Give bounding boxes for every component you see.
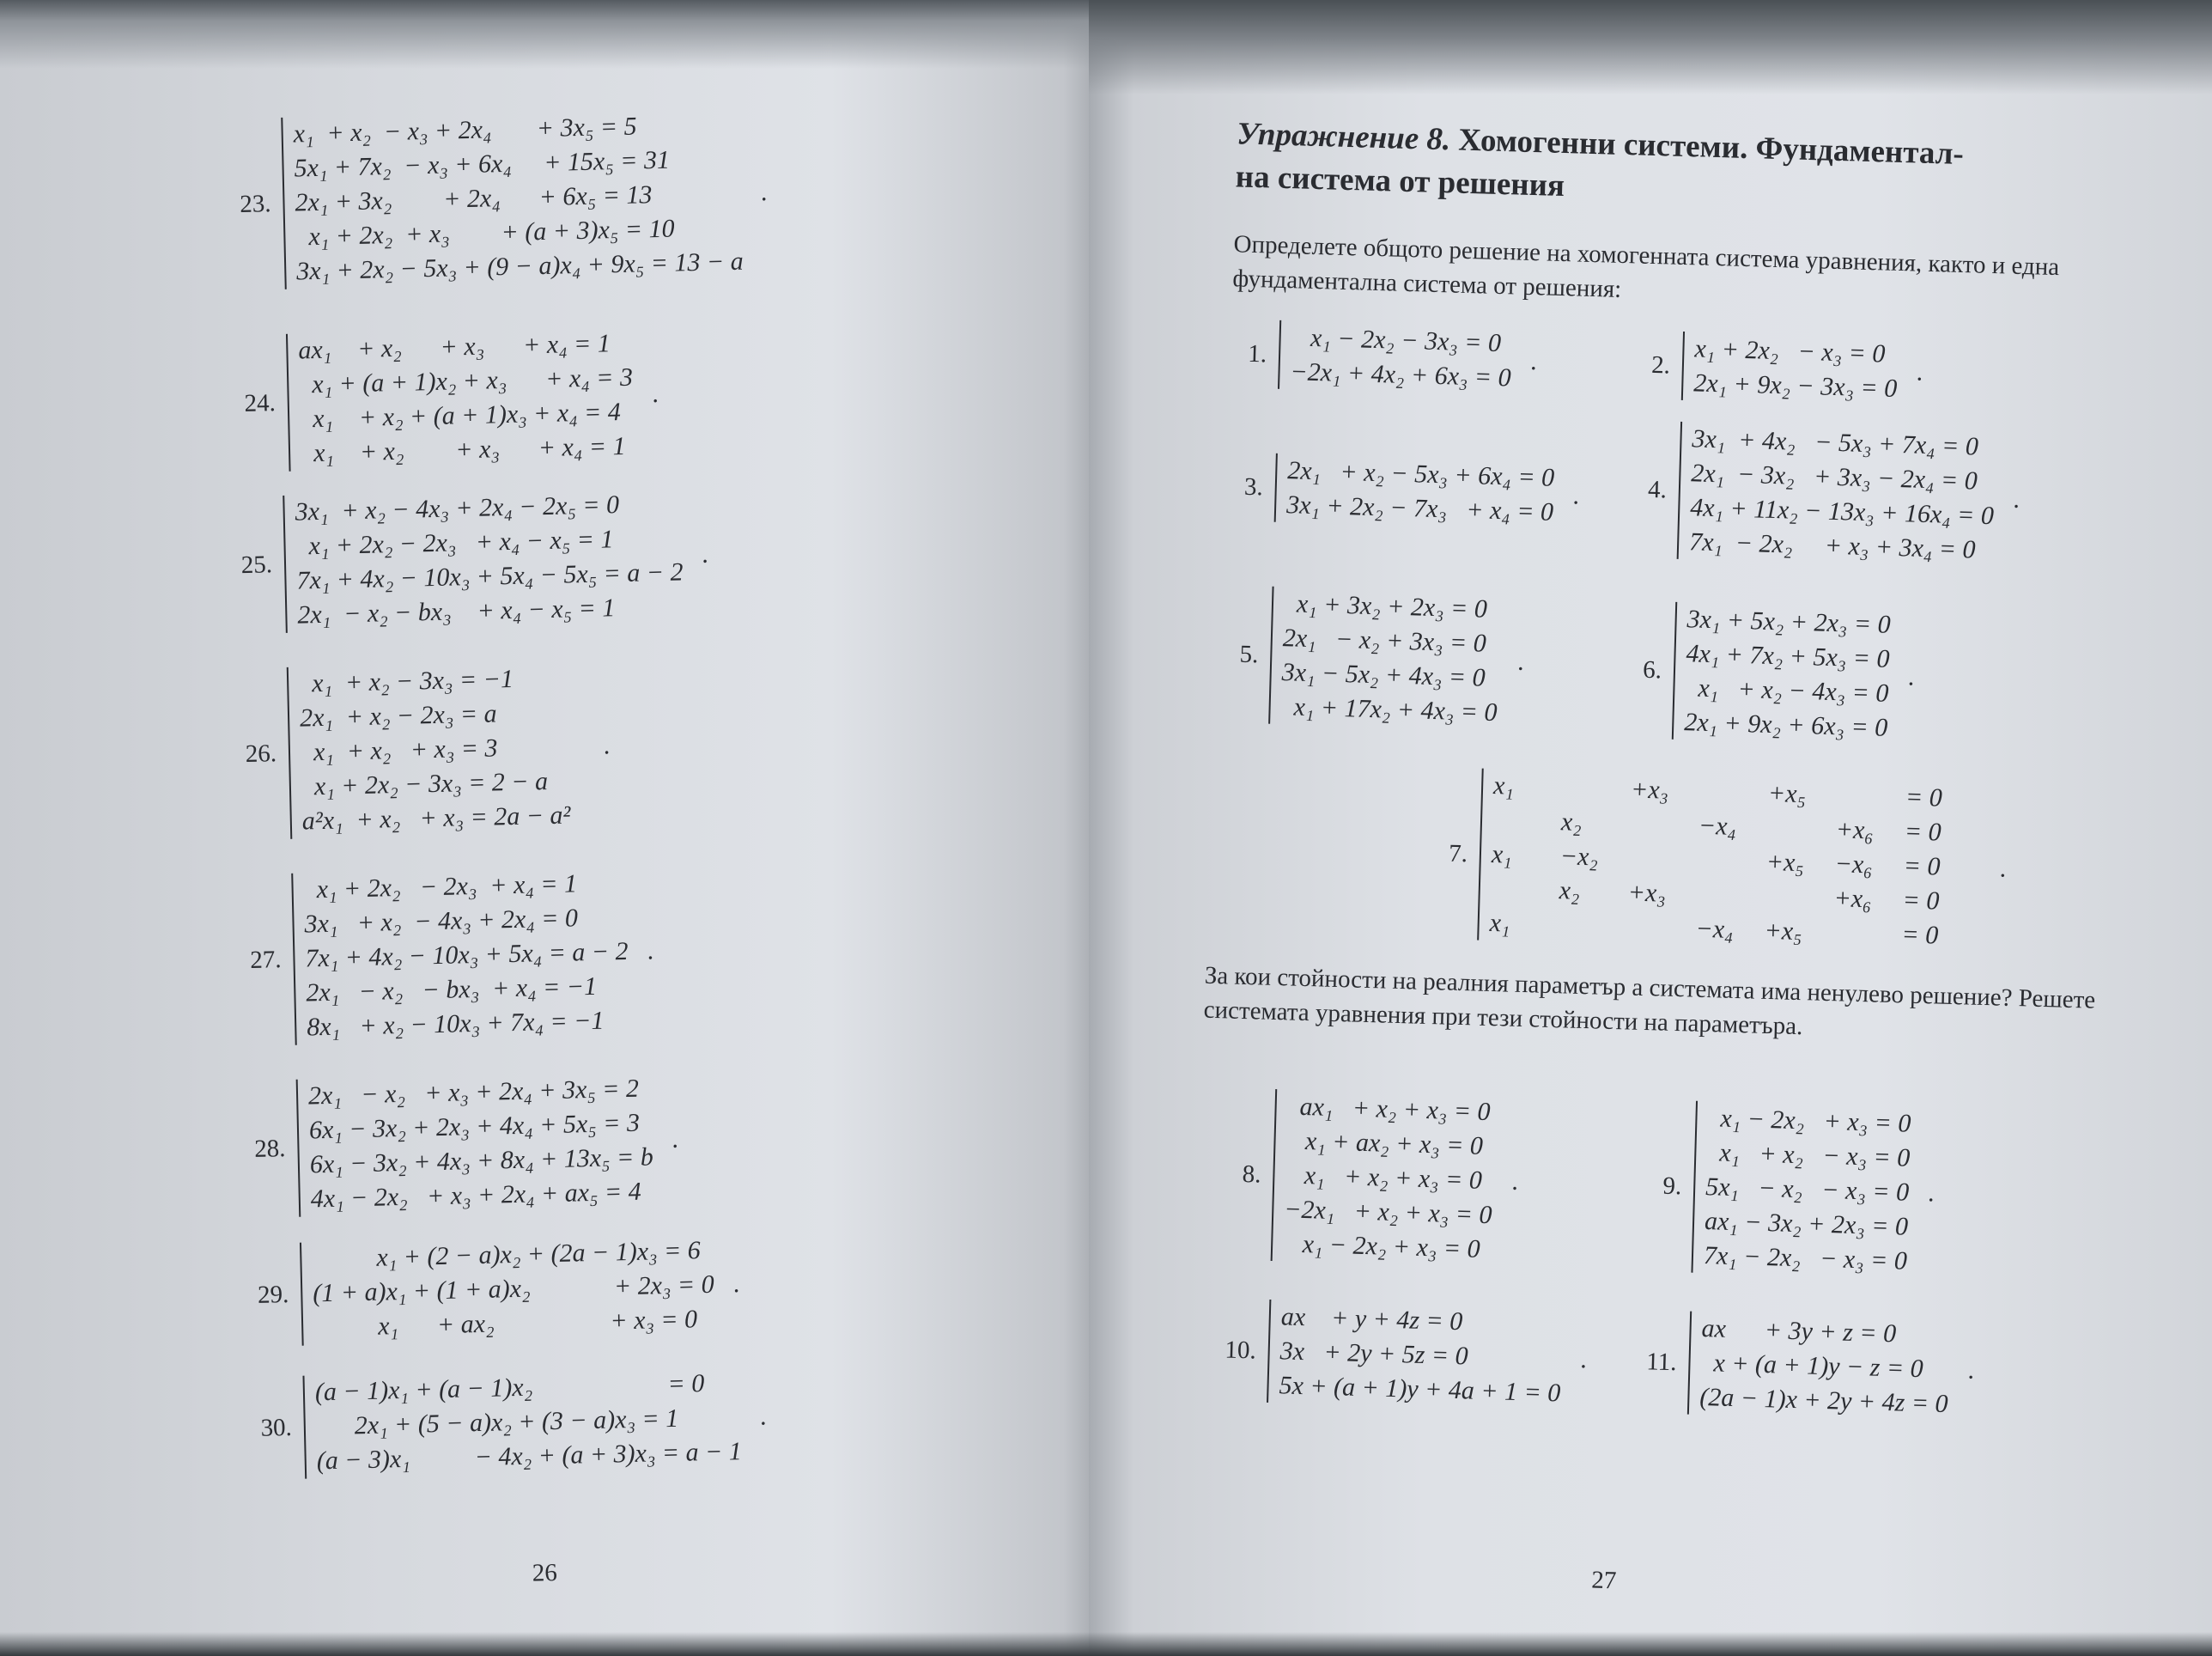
equation: −2x₁ + 4x₂ + 6x₃ = 0 bbox=[1290, 357, 1512, 393]
equation: x₁ + 2x₂ − 2x₃ + x₄ − x₅ = 1 bbox=[295, 525, 614, 561]
problem-5 bbox=[1203, 585, 1526, 731]
term: = 0 bbox=[1903, 851, 1941, 881]
equation: 2x₁ + 9x₂ + 6x₃ = 0 bbox=[1683, 708, 1888, 742]
system-terminator: . bbox=[651, 379, 659, 409]
equation: 2x₁ + x₂ − 5x₃ + 6x₄ = 0 bbox=[1286, 456, 1555, 492]
equation: 7x₁ + 4x₂ − 10x₃ + 5x₄ = a − 2 bbox=[305, 936, 629, 973]
system-terminator: . bbox=[1511, 1166, 1519, 1196]
problem-number: 28. bbox=[253, 1134, 286, 1163]
equation-system bbox=[1271, 1089, 1496, 1267]
term bbox=[1699, 775, 1769, 811]
equation: 2x₁ − x₂ + x₃ + 2x₄ + 3x₅ = 2 bbox=[307, 1074, 640, 1111]
term bbox=[1629, 807, 1698, 843]
problem-number: 25. bbox=[240, 550, 273, 579]
equation-system bbox=[1268, 587, 1500, 730]
term bbox=[1628, 841, 1698, 877]
equation: 2x₁ − x₂ − bx₃ + x₄ = −1 bbox=[305, 971, 598, 1008]
term: +x₅ bbox=[1767, 778, 1807, 809]
equation: 2x₁ + 9x₂ − 3x₃ = 0 bbox=[1692, 368, 1898, 403]
equation: (2a − 1)x + 2y + 4z = 0 bbox=[1698, 1382, 1949, 1419]
term bbox=[1626, 910, 1696, 946]
term bbox=[1696, 878, 1765, 914]
equation: 4x₁ + 7x₂ + 5x₃ = 0 bbox=[1686, 639, 1890, 673]
problem-23 bbox=[216, 107, 769, 290]
system-terminator: . bbox=[1927, 1178, 1936, 1208]
term bbox=[1492, 803, 1562, 839]
system-terminator: . bbox=[701, 539, 708, 569]
equation: x₁ + 3x₂ + 2x₃ = 0 bbox=[1283, 589, 1488, 624]
equation: (a − 3)x₁ − 4x₂ + (a + 3)x₃ = a − 1 bbox=[316, 1437, 743, 1476]
term bbox=[1490, 872, 1559, 908]
system-terminator: . bbox=[1529, 347, 1538, 376]
equation: (1 + a)x₁ + (1 + a)x₂ + 2x₃ = 0 bbox=[312, 1269, 714, 1308]
term: −x₆ bbox=[1834, 849, 1874, 880]
problem-26 bbox=[222, 660, 612, 840]
term bbox=[1558, 908, 1627, 944]
equation-system bbox=[286, 326, 635, 472]
equation-system bbox=[281, 107, 744, 289]
equation: x₁ + x₂ + x₃ = 0 bbox=[1284, 1160, 1483, 1195]
desk-shadow bbox=[0, 1632, 2212, 1656]
system-terminator: . bbox=[759, 1402, 767, 1431]
term: −x₄ bbox=[1698, 811, 1737, 841]
equation: 3x₁ + 2x₂ − 7x₃ + x₄ = 0 bbox=[1285, 490, 1554, 527]
problem-8 bbox=[1206, 1087, 1521, 1268]
system-terminator: . bbox=[732, 1269, 740, 1299]
term: = 0 bbox=[1901, 920, 1939, 950]
equation: ax + y + 4z = 0 bbox=[1280, 1302, 1463, 1336]
equation: x₁ + ax₂ + x₃ = 0 bbox=[313, 1305, 698, 1342]
equation: x₁ + ax₂ + x₃ = 0 bbox=[1285, 1126, 1484, 1160]
equation: x₁ + 2x₂ − 3x₃ = 2 − a bbox=[301, 767, 549, 801]
term: = 0 bbox=[1904, 817, 1942, 847]
equation: 2x₁ + x₂ − 2x₃ = a bbox=[299, 699, 497, 733]
problem-number: 3. bbox=[1243, 472, 1264, 501]
equation-system bbox=[1278, 320, 1512, 396]
equation: x₁ + x₂ − x₃ + 2x₄ + 3x₅ = 5 bbox=[293, 112, 637, 149]
equation: 5x₁ − x₂ − x₃ = 0 bbox=[1705, 1172, 1910, 1207]
equation: x₁ + 2x₂ − x₃ = 0 bbox=[1694, 334, 1886, 368]
equation: 3x₁ − 5x₂ + 4x₃ = 0 bbox=[1281, 658, 1486, 692]
term bbox=[1562, 770, 1632, 807]
equation: 8x₁ + x₂ − 10x₃ + 7x₄ = −1 bbox=[306, 1006, 605, 1042]
right-page bbox=[1089, 0, 2212, 1656]
intro-paragraph: Определете общото решение на хомогенната система уравнения, както и една фундаментална система от решения: bbox=[1232, 230, 2060, 303]
equation: 3x₁ + x₂ − 4x₃ + 2x₄ = 0 bbox=[304, 904, 579, 939]
system-terminator: . bbox=[647, 936, 654, 965]
problem-number: 2. bbox=[1650, 350, 1671, 380]
equation-system bbox=[1687, 1312, 1950, 1422]
right-page-content bbox=[1089, 0, 2212, 1656]
equation: 5x₁ + 7x₂ − x₃ + 6x₄ + 15x₅ = 31 bbox=[294, 145, 671, 183]
problem-number: 7. bbox=[1448, 839, 1468, 868]
equation: 5x + (a + 1)y + 4a + 1 = 0 bbox=[1279, 1371, 1561, 1408]
term: x₁ bbox=[1492, 770, 1515, 801]
problem-number: 5. bbox=[1239, 640, 1259, 668]
equation: x₁ + 2x₂ + x₃ + (a + 3)x₅ = 10 bbox=[295, 214, 675, 252]
equation: 6x₁ − 3x₂ + 4x₃ + 8x₄ + 13x₅ = b bbox=[309, 1142, 654, 1179]
problem-number: 1. bbox=[1247, 339, 1267, 368]
equation-system bbox=[300, 1233, 715, 1346]
equation-system bbox=[302, 1366, 742, 1479]
exercise-heading-line2: на система от решения bbox=[1235, 159, 1565, 204]
problem-7 bbox=[1412, 766, 2008, 954]
term: −x₄ bbox=[1695, 914, 1735, 944]
equation: 2x₁ − 3x₂ + 3x₃ − 2x₄ = 0 bbox=[1690, 459, 1978, 496]
equation: x₁ + x₂ + x₃ = 3 bbox=[300, 734, 498, 767]
equation-system bbox=[283, 486, 684, 632]
problem-number: 24. bbox=[244, 388, 276, 417]
equation-system bbox=[1681, 332, 1899, 406]
problem-number: 30. bbox=[260, 1413, 293, 1442]
equation: x₁ + 17x₂ + 4x₃ = 0 bbox=[1280, 692, 1498, 728]
equation: −2x₁ + x₂ + x₃ = 0 bbox=[1283, 1195, 1492, 1230]
equation: 3x₁ + 2x₂ − 5x₃ + (9 − a)x₄ + 9x₅ = 13 − a bbox=[295, 247, 744, 286]
term: = 0 bbox=[1905, 782, 1943, 813]
equation: x₁ + (2 − a)x₂ + (2a − 1)x₃ = 6 bbox=[312, 1236, 702, 1274]
problem-9 bbox=[1626, 1099, 1936, 1280]
equation: 6x₁ − 3x₂ + 2x₃ + 4x₄ + 5x₅ = 3 bbox=[308, 1108, 641, 1145]
term: +x₃ bbox=[1630, 775, 1669, 805]
system-terminator: . bbox=[1579, 1345, 1588, 1374]
exercise-title bbox=[1235, 113, 1964, 219]
problem-25 bbox=[217, 486, 709, 635]
problem-number: 23. bbox=[239, 189, 271, 218]
equation-system bbox=[1672, 602, 1891, 746]
problem-10 bbox=[1201, 1298, 1589, 1411]
system-terminator: . bbox=[671, 1124, 679, 1154]
term: +x₆ bbox=[1835, 815, 1875, 845]
equation-system bbox=[291, 866, 630, 1045]
equation: x₁ − 2x₂ + x₃ = 0 bbox=[1707, 1104, 1911, 1138]
term: +x₅ bbox=[1765, 847, 1805, 878]
equation: a²x₁ + x₂ + x₃ = 2a − a² bbox=[301, 801, 571, 836]
system-terminator: . bbox=[603, 731, 611, 760]
equation: 4x₁ + 11x₂ − 13x₃ + 16x₄ = 0 bbox=[1689, 493, 1995, 531]
equation-system bbox=[296, 1071, 654, 1216]
equation-system bbox=[1267, 1300, 1563, 1410]
parameter-question: За кои стойности на реалния параметър a системата има ненулево решение? Решете системата уравнения при тези стойности на параметъра. bbox=[1203, 961, 2096, 1041]
term bbox=[1832, 916, 1902, 952]
problem-number: 10. bbox=[1224, 1336, 1257, 1365]
equation: ax₁ + x₂ + x₃ = 0 bbox=[1286, 1092, 1492, 1127]
system-terminator: . bbox=[1999, 854, 2007, 883]
equation-system bbox=[1691, 1101, 1911, 1279]
equation: 2x₁ + (5 − a)x₂ + (3 − a)x₃ = 1 bbox=[315, 1403, 679, 1441]
problem-28 bbox=[231, 1071, 680, 1219]
problem-29 bbox=[234, 1233, 740, 1347]
exercise-heading: Хомогенни системи. Фундаментал- bbox=[1457, 122, 1965, 172]
equation-system bbox=[1274, 454, 1555, 530]
equation: (a − 1)x₁ + (a − 1)x₂ = 0 bbox=[314, 1369, 705, 1407]
exercise-label: Упражнение 8. bbox=[1236, 116, 1451, 158]
equation: 4x₁ − 2x₂ + x₃ + 2x₄ + ax₅ = 4 bbox=[310, 1177, 642, 1214]
equation: ax₁ − 3x₂ + 2x₃ = 0 bbox=[1704, 1207, 1909, 1241]
equation-system bbox=[1677, 422, 1996, 568]
equation-system bbox=[287, 661, 571, 838]
problem-number: 29. bbox=[257, 1280, 289, 1309]
equation: x₁ + 2x₂ − 2x₃ + x₄ = 1 bbox=[303, 869, 578, 904]
equation: 7x₁ − 2x₂ − x₃ = 0 bbox=[1703, 1241, 1908, 1275]
term: −x₂ bbox=[1559, 842, 1599, 872]
problem-number: 9. bbox=[1662, 1172, 1682, 1200]
term: +x₆ bbox=[1833, 884, 1873, 914]
equation: x₁ + x₂ − 3x₃ = −1 bbox=[298, 664, 514, 698]
equation-system bbox=[1477, 769, 1983, 954]
problem-24 bbox=[221, 326, 660, 472]
problem-number: 26. bbox=[245, 739, 277, 768]
term bbox=[1836, 778, 1905, 814]
term: x₁ bbox=[1491, 839, 1513, 869]
system-terminator: . bbox=[760, 178, 768, 207]
equation: x₁ + x₂ − x₃ = 0 bbox=[1705, 1138, 1911, 1172]
equation: 7x₁ − 2x₂ + x₃ + 3x₄ = 0 bbox=[1688, 527, 1977, 564]
equation: x₁ − 2x₂ − 3x₃ = 0 bbox=[1291, 323, 1502, 358]
system-terminator: . bbox=[1967, 1355, 1975, 1385]
equation: x + (a + 1)y − z = 0 bbox=[1700, 1348, 1924, 1384]
page-number: 27 bbox=[1590, 1566, 1617, 1595]
equation: x₁ + x₂ + (a + 1)x₃ + x₄ = 4 bbox=[299, 398, 622, 434]
problem-6 bbox=[1607, 600, 1917, 746]
problem-number: 8. bbox=[1242, 1160, 1261, 1189]
problem-3 bbox=[1209, 452, 1581, 531]
term: x₂ bbox=[1560, 807, 1583, 837]
problem-number: 11. bbox=[1645, 1347, 1677, 1376]
system-terminator: . bbox=[1572, 481, 1580, 510]
problem-1 bbox=[1212, 319, 1538, 396]
term: +x₅ bbox=[1764, 916, 1803, 947]
equation: x₁ − 2x₂ + x₃ = 0 bbox=[1282, 1229, 1481, 1263]
equation: 2x₁ − x₂ − bx₃ + x₄ − x₅ = 1 bbox=[297, 594, 616, 630]
term: +x₃ bbox=[1627, 878, 1667, 908]
problem-number: 27. bbox=[249, 945, 282, 974]
page-number: 26 bbox=[532, 1559, 558, 1587]
equation: ax₁ + x₂ + x₃ + x₄ = 1 bbox=[298, 329, 611, 365]
term: = 0 bbox=[1902, 886, 1940, 916]
equation: 2x₁ + 3x₂ + 2x₄ + 6x₅ = 13 bbox=[295, 180, 653, 217]
term bbox=[1697, 843, 1766, 880]
system-terminator: . bbox=[1516, 647, 1525, 676]
problem-number: 4. bbox=[1647, 475, 1668, 503]
problem-27 bbox=[226, 865, 655, 1046]
system-terminator: . bbox=[1907, 662, 1915, 691]
term: x₁ bbox=[1489, 908, 1510, 938]
equation: x₁ + x₂ − 4x₃ = 0 bbox=[1685, 673, 1889, 708]
equation: 3x₁ + x₂ − 4x₃ + 2x₄ − 2x₅ = 0 bbox=[295, 490, 620, 527]
equation: 3x₁ + 4x₂ − 5x₃ + 7x₄ = 0 bbox=[1692, 424, 1979, 461]
system-terminator: . bbox=[1916, 357, 1923, 387]
equation: 7x₁ + 4x₂ − 10x₃ + 5x₄ − 5x₅ = a − 2 bbox=[296, 557, 684, 595]
term bbox=[1765, 880, 1834, 916]
equation: ax + 3y + z = 0 bbox=[1701, 1314, 1897, 1349]
equation: x₁ + (a + 1)x₂ + x₃ + x₄ = 3 bbox=[298, 362, 634, 399]
equation: 3x₁ + 5x₂ + 2x₃ = 0 bbox=[1686, 605, 1892, 639]
equation: 3x + 2y + 5z = 0 bbox=[1279, 1336, 1469, 1371]
problem-2 bbox=[1616, 330, 1924, 407]
term: x₂ bbox=[1559, 876, 1581, 905]
problem-number: 6. bbox=[1642, 655, 1662, 684]
problem-11 bbox=[1622, 1310, 1976, 1422]
problem-4 bbox=[1612, 420, 2022, 569]
problem-30 bbox=[238, 1365, 768, 1480]
equation: x₁ + x₂ + x₃ + x₄ = 1 bbox=[300, 431, 626, 468]
system-terminator: . bbox=[2013, 484, 2021, 514]
equation: 2x₁ − x₂ + 3x₃ = 0 bbox=[1282, 624, 1487, 658]
term bbox=[1766, 811, 1836, 847]
